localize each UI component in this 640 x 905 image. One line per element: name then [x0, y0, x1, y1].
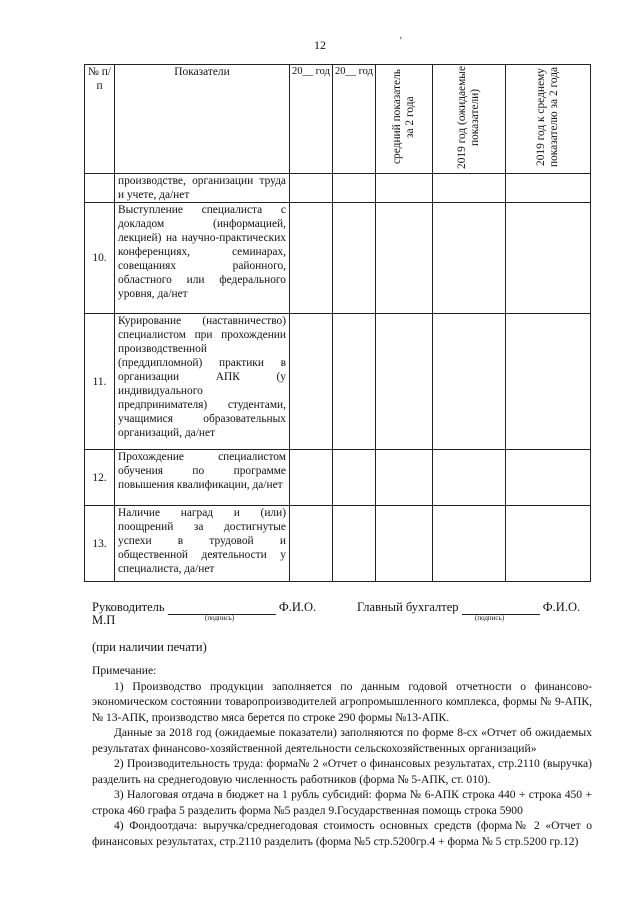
header-ratio	[506, 65, 591, 174]
notes-section	[92, 663, 592, 849]
row-num	[85, 174, 115, 203]
accountant-signature-line	[357, 600, 580, 615]
table-row	[85, 174, 591, 203]
head-fio: Ф.И.О.	[278, 600, 317, 614]
indicators-table	[84, 64, 591, 582]
note-1b: Данные за 2018 год (ожидаемые показатели) заполняются по форме 8-сх «Отчет об ожидаемых результатах финансово-хозяйственной деятельности сельскохозяйственных организаций»	[92, 726, 592, 755]
row-indicator: Курирование (наставничество) специалистом при прохождении производственной (преддипломной) практики в организации АПК (у индивидуального предпринимателя) студентами, учащимися образовательных организаций, да/нет	[115, 314, 290, 450]
note-4: 4) Фондоотдача: выручка/среднегодовая стоимость основных средств (форма№ 2 «Отчет о финансовых результатах, стр.2110 разделить (форма №5 стр.5200гр.4 + форма № 5 стр.5200 гр.12)	[92, 819, 592, 848]
scan-mark: '	[400, 36, 402, 47]
accountant-fio: Ф.И.О.	[542, 600, 581, 614]
accountant-label: Главный бухгалтер	[357, 600, 459, 614]
header-2019	[433, 65, 506, 174]
head-signature-caption: (подпись)	[205, 614, 235, 622]
header-year1: 20__ год	[290, 65, 333, 174]
row-indicator: Прохождение специалистом обучения по программе повышения квалификации, да/нет	[115, 450, 290, 506]
table-row	[85, 450, 591, 506]
row-indicator: производстве, организации труда и учете, да/нет	[115, 174, 290, 203]
header-ratio-text: 2019 год к среднему показателю за 2 года	[535, 66, 560, 168]
head-signature-line	[92, 600, 316, 615]
stamp-place: М.П	[92, 613, 116, 627]
head-label: Руководитель	[92, 600, 165, 614]
note-1: 1) Производство продукции заполняется по данным годовой отчетности о финансово-экономическом состоянии товаропроизводителей агропромышленного комплекса, формы № 9-АПК, № 13-АПК, производство мяса берется по строке 290 формы №13-АПК.	[92, 679, 592, 724]
header-2019-text: 2019 год (ожидаемые показатели)	[456, 65, 481, 169]
table-row	[85, 314, 591, 450]
page-number: 12	[314, 38, 326, 52]
header-num: № п/п	[85, 65, 115, 174]
row-indicator: Наличие наград и (или) поощрений за достигнутые успехи в трудовой и общественной деятельности у специалиста, да/нет	[115, 506, 290, 582]
row-num: 13.	[85, 506, 115, 582]
header-indicator: Показатели	[115, 65, 290, 174]
note-2: 2) Производительность труда: форма№ 2 «Отчет о финансовых результатах, стр.2110 (выручка) разделить на среднегодовую численность работников (форма № 5-АПК, ст. 010).	[92, 757, 592, 786]
header-avg-text: средний показатель за 2 года	[391, 69, 416, 165]
row-indicator: Выступление специалиста с докладом (информацией, лекцией) на научно-практических конференциях, семинарах, совещаниях районного, областного или федерального уровня, да/нет	[115, 203, 290, 314]
table-header-row	[85, 65, 591, 174]
note-3: 3) Налоговая отдача в бюджет на 1 рубль субсидий: форма № 6-АПК строка 440 + строка 450 + строка 460 графа 5 разделить форма №5 раздел 9.Государственная помощь строка 5900	[92, 788, 592, 817]
table-row	[85, 203, 591, 314]
seal-note: (при наличии печати)	[92, 640, 207, 654]
accountant-signature-caption: (подпись)	[475, 614, 505, 622]
header-avg	[376, 65, 433, 174]
row-num: 10.	[85, 203, 115, 314]
row-num: 11.	[85, 314, 115, 450]
row-num: 12.	[85, 450, 115, 506]
notes-title: Примечание:	[92, 664, 157, 677]
table-row	[85, 506, 591, 582]
header-year2: 20__ год	[333, 65, 376, 174]
